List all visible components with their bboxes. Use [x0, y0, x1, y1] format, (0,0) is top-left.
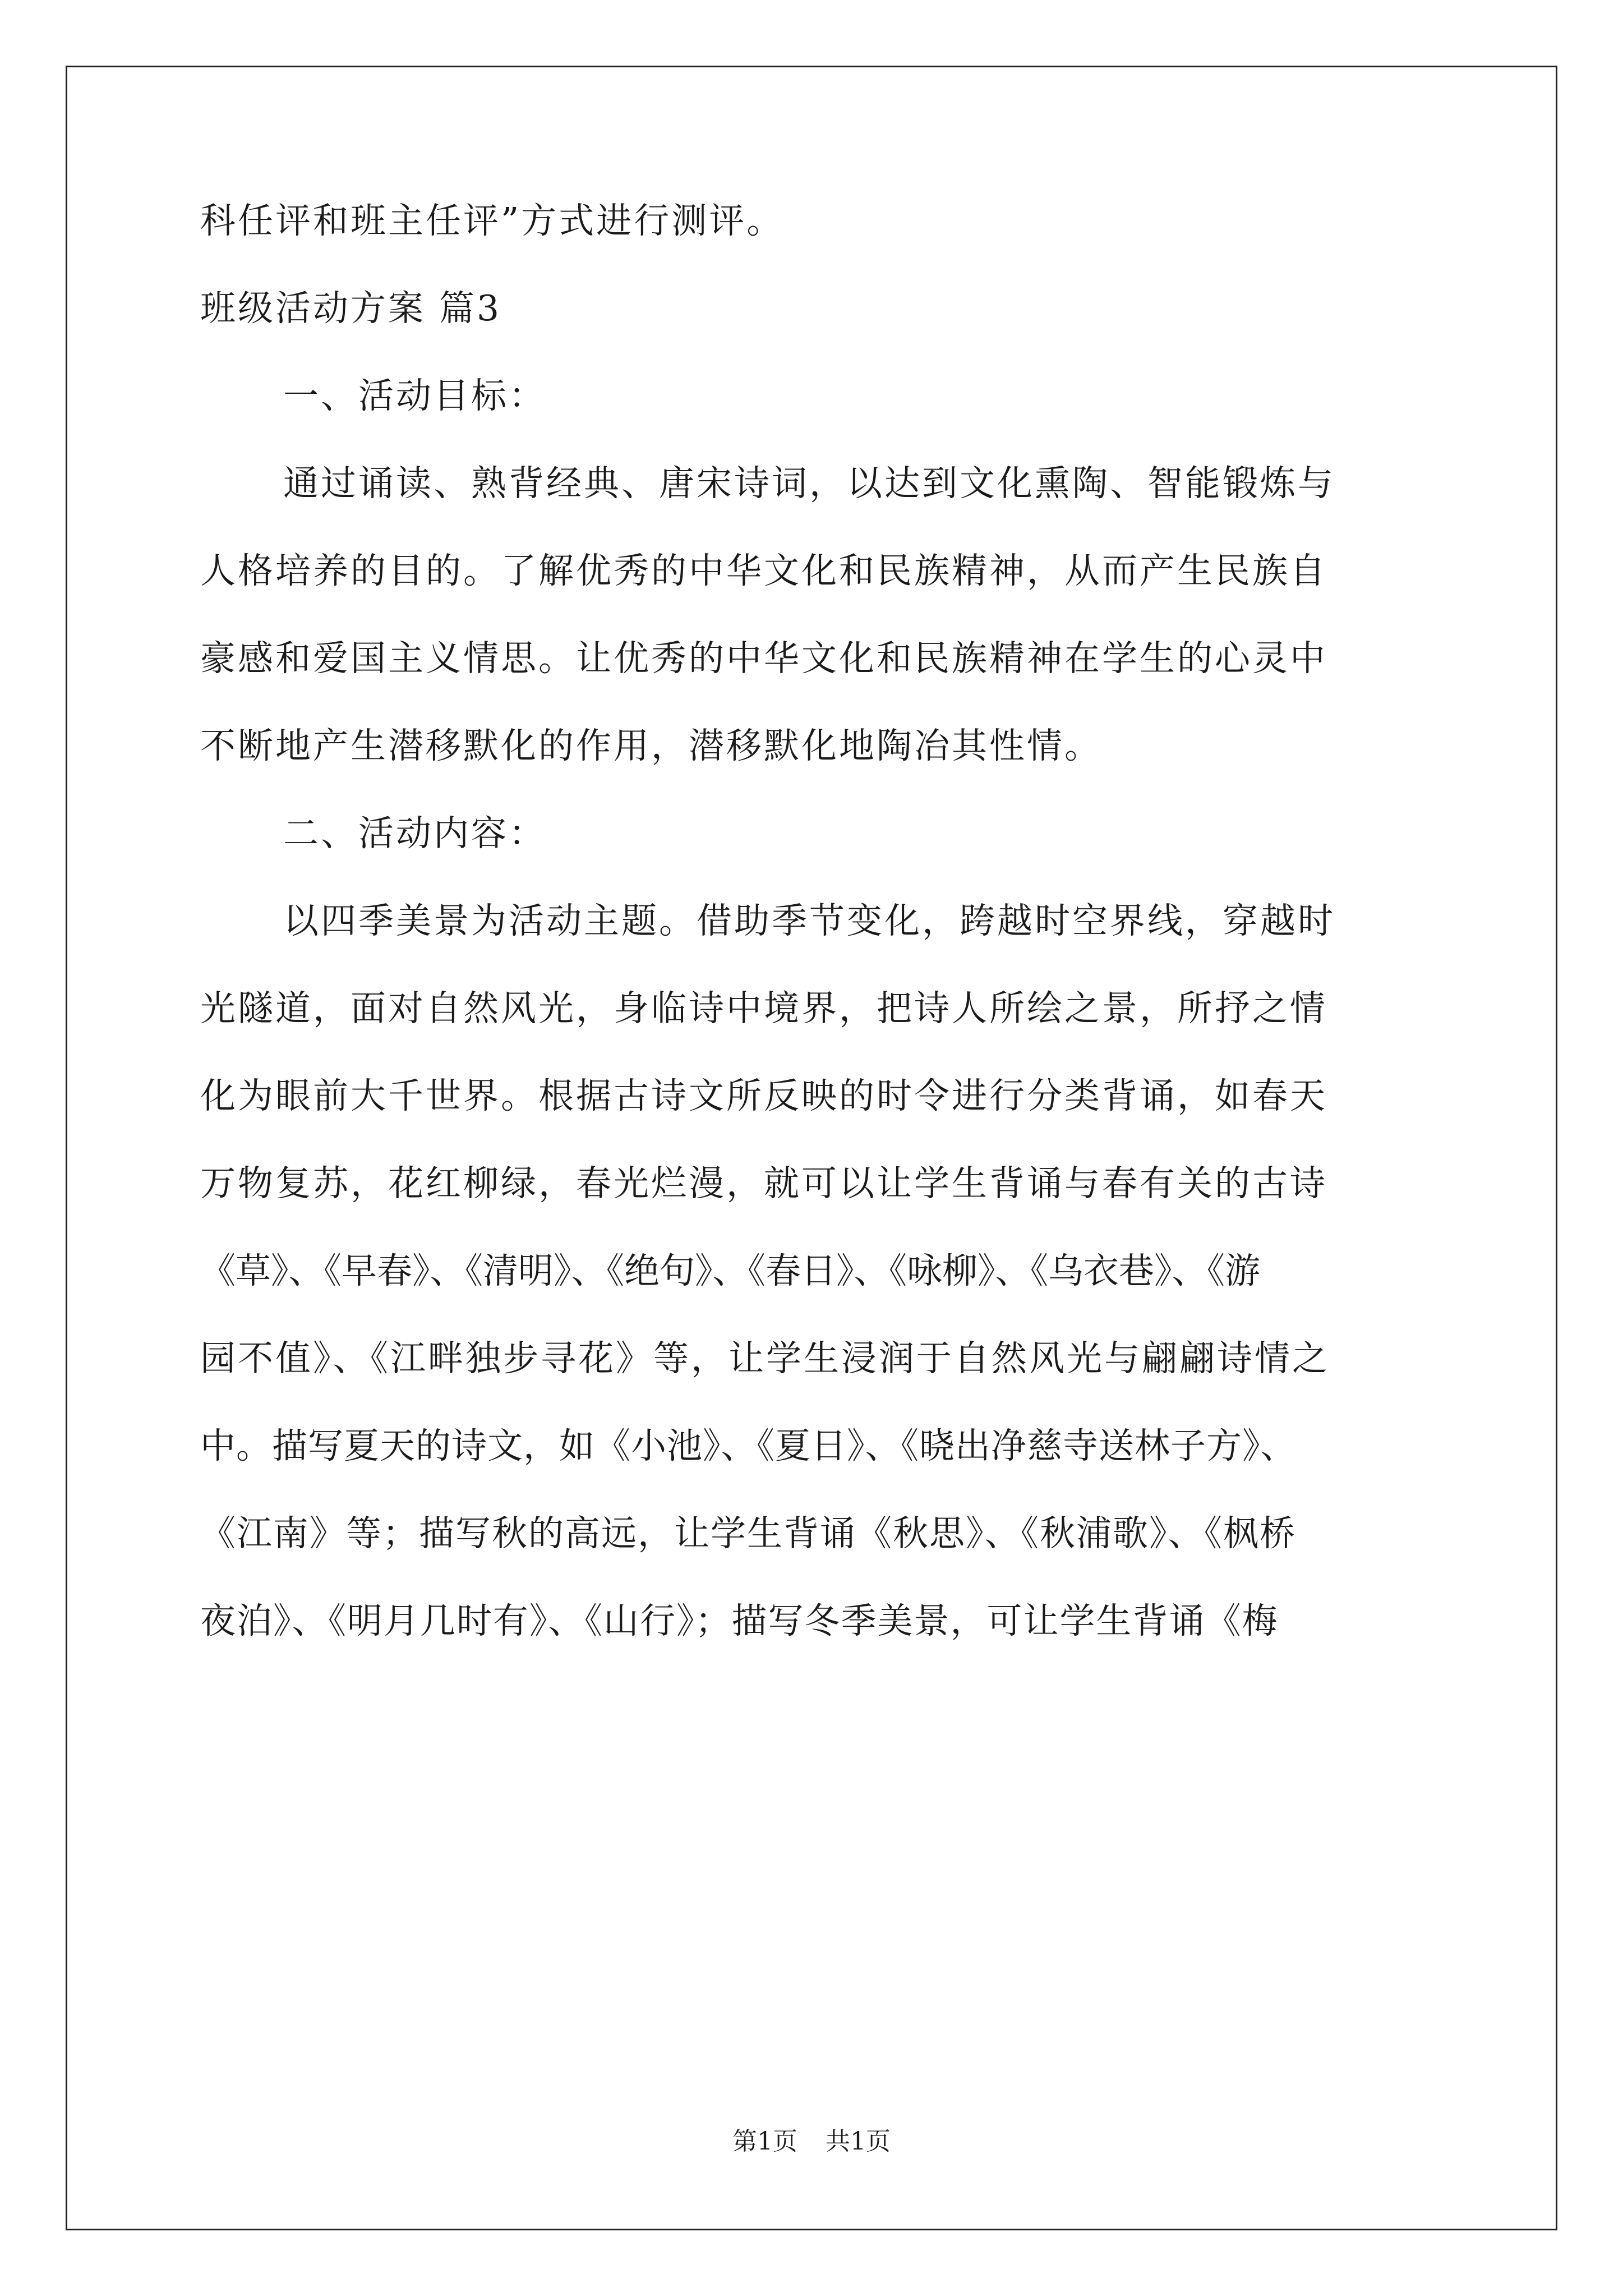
text-line: 人格培养的目的。了解优秀的中华文化和民族精神，从而产生民族自	[200, 550, 1327, 591]
text-line: 《草》、《早春》、《清明》、《绝句》、《春日》、《咏柳》、《乌衣巷》、《游	[200, 1250, 1260, 1291]
text-line: 通过诵读、熟背经典、唐宋诗词，以达到文化熏陶、智能锻炼与	[283, 463, 1335, 504]
text-line: 光隧道，面对自然风光，身临诗中境界，把诗人所绘之景，所抒之情	[200, 988, 1327, 1029]
page-number: 第1页	[732, 2127, 797, 2156]
text-line: 不断地产生潜移默化的作用，潜移默化地陶冶其性情。	[200, 725, 1102, 766]
text-line: 豪感和爱国主义情思。让优秀的中华文化和民族精神在学生的心灵中	[200, 638, 1327, 679]
text-line: 夜泊》、《明月几时有》、《山行》；描写冬季美景，可让学生背诵《梅	[200, 1600, 1279, 1641]
text-line: 科任评和班主任评”方式进行测评。	[200, 200, 785, 241]
page-total: 共1页	[826, 2127, 891, 2156]
page-footer	[0, 2129, 1623, 2154]
text-line: 以四季美景为活动主题。借助季节变化，跨越时空界线，穿越时	[283, 900, 1335, 941]
text-line: 中。描写夏天的诗文，如《小池》、《夏日》、《晓出净慈寺送林子方》、	[200, 1425, 1297, 1466]
text-line: 万物复苏，花红柳绿，春光烂漫，就可以让学生背诵与春有关的古诗	[200, 1163, 1327, 1204]
text-line: 化为眼前大千世界。根据古诗文所反映的时令进行分类背诵，如春天	[200, 1075, 1327, 1116]
subsection-heading: 一、活动目标：	[283, 375, 546, 416]
text-line: 园不值》、《江畔独步寻花》等，让学生浸润于自然风光与翩翩诗情之	[200, 1338, 1330, 1379]
text-line: 《江南》等；描写秋的高远，让学生背诵《秋思》、《秋浦歌》、《枫桥	[200, 1513, 1296, 1554]
document-body	[200, 200, 1423, 1641]
subsection-heading: 二、活动内容：	[283, 813, 546, 854]
section-heading: 班级活动方案 篇3	[200, 288, 502, 329]
